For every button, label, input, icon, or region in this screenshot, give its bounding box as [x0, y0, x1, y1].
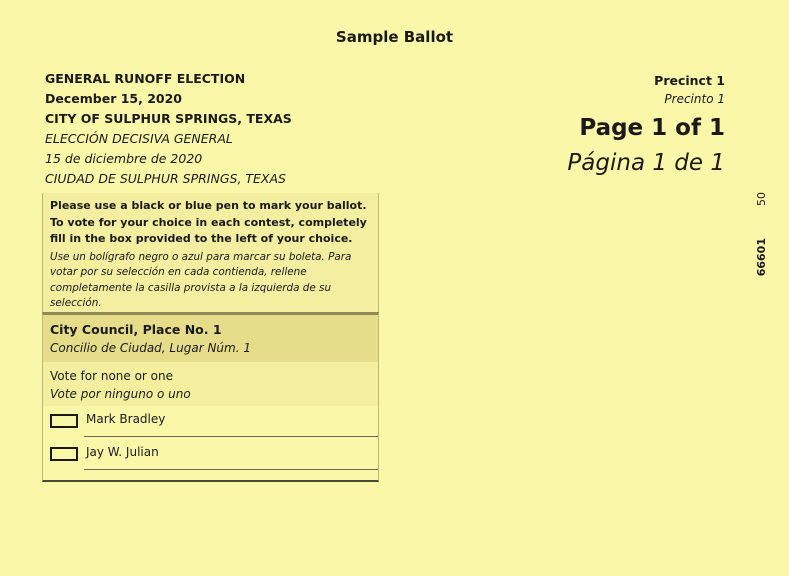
- vote-checkbox[interactable]: [50, 414, 78, 428]
- election-date-en: December 15, 2020: [45, 91, 182, 106]
- election-city-en: CITY OF SULPHUR SPRINGS, TEXAS: [45, 111, 292, 126]
- vote-limit: [42, 362, 379, 406]
- contest-title-es: Concilio de Ciudad, Lugar Núm. 1: [50, 341, 251, 355]
- side-code-bottom: 66601: [755, 238, 768, 277]
- precinct-page-header: [567, 71, 725, 179]
- page-number-es: Página 1 de 1: [567, 150, 725, 176]
- candidate-name: Jay W. Julian: [86, 445, 159, 459]
- side-code-top: 50: [755, 192, 768, 206]
- vote-limit-en: Vote for none or one: [50, 369, 174, 383]
- instructions-en: Please use a black or blue pen to mark your ballot. To vote for your choice in each contest, completely fill in the box provided to the left of your choice.: [50, 199, 367, 245]
- vote-checkbox[interactable]: [50, 447, 78, 461]
- ballot-title: Sample Ballot: [335, 28, 454, 46]
- voting-instructions: [42, 193, 379, 312]
- divider-line: [84, 469, 378, 470]
- candidate-list: [42, 406, 379, 482]
- election-date-es: 15 de diciembre de 2020: [45, 151, 203, 166]
- candidate-option[interactable]: [50, 443, 370, 473]
- contest-title-en: City Council, Place No. 1: [50, 322, 222, 337]
- election-name-en: GENERAL RUNOFF ELECTION: [45, 71, 246, 86]
- divider-line: [84, 436, 378, 437]
- contest-header: [42, 312, 379, 362]
- instructions-es: Use un bolígrafo negro o azul para marcar su boleta. Para votar por su selección en cada contienda, rellene completamente la casilla provista a la izquierda de su selección.: [50, 250, 352, 309]
- election-city-es: CIUDAD DE SULPHUR SPRINGS, TEXAS: [45, 171, 286, 186]
- election-name-es: ELECCIÓN DECISIVA GENERAL: [45, 131, 233, 146]
- precinct-es: Precinto 1: [664, 92, 725, 106]
- election-header: [45, 69, 292, 189]
- precinct-en: Precinct 1: [654, 73, 725, 88]
- page-number-en: Page 1 of 1: [579, 115, 725, 141]
- vote-limit-es: Vote por ninguno o uno: [50, 387, 191, 401]
- candidate-name: Mark Bradley: [86, 412, 166, 426]
- candidate-option[interactable]: [50, 410, 370, 440]
